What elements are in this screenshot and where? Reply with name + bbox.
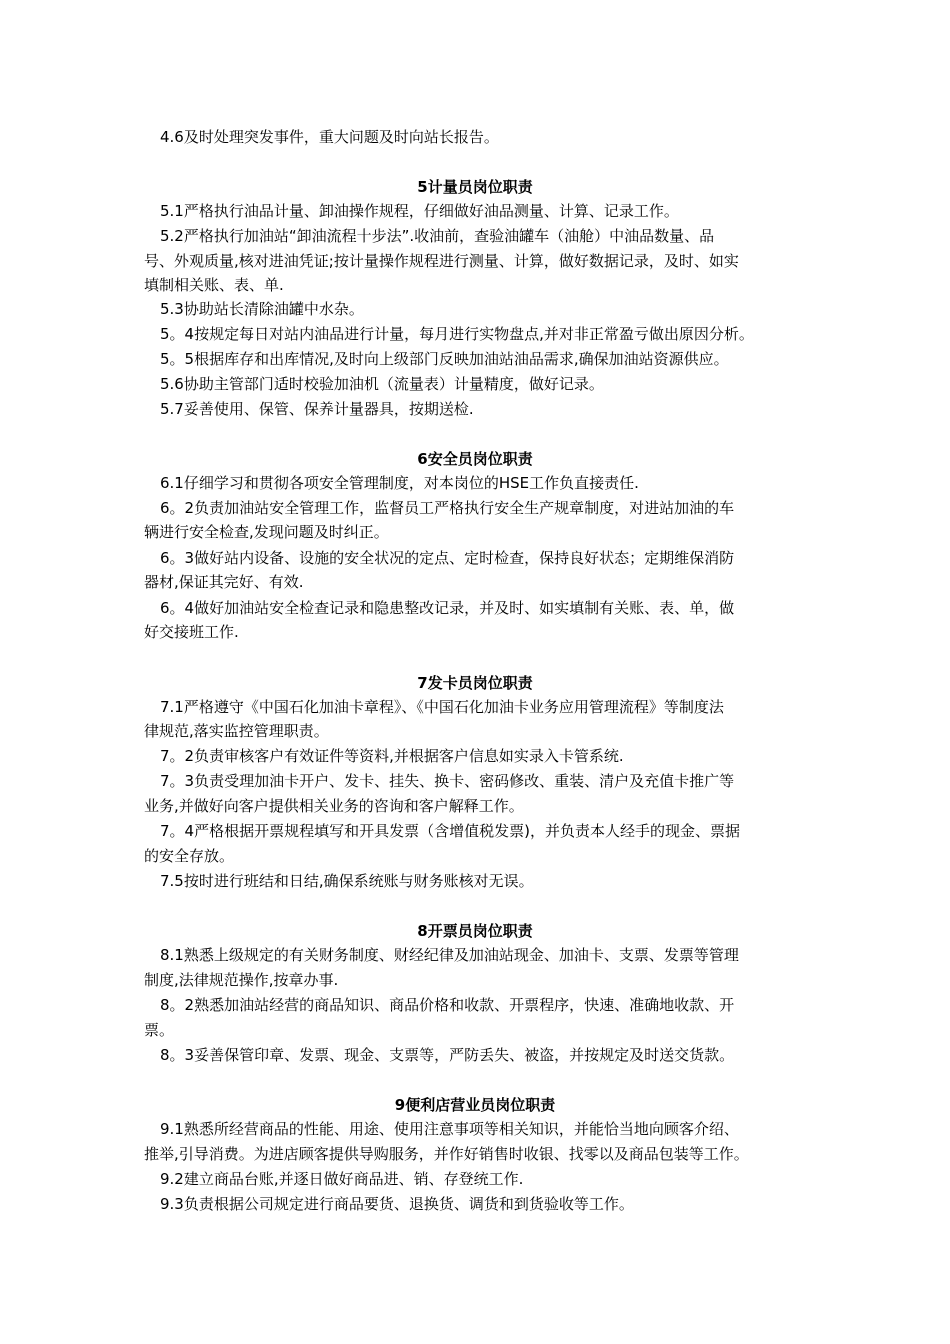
section-9-line: 9.1熟悉所经营商品的性能、用途、使用注意事项等相关知识，并能恰当地向顾客介绍、: [160, 1120, 739, 1138]
section-5-line: 5.2严格执行加油站“卸油流程十步法”.收油前，查验油罐车（油舱）中油品数量、品: [160, 227, 715, 245]
item-4-6: 4.6及时处理突发事件，重大问题及时向站长报告。: [160, 128, 499, 146]
section-5-line: 号、外观质量,核对进油凭证;按计量操作规程进行测量、计算，做好数据记录，及时、如实: [144, 252, 739, 270]
section-title-7: 7发卡员岗位职责: [417, 674, 533, 692]
section-7-line: 的安全存放。: [144, 847, 235, 865]
section-6-line: 好交接班工作.: [144, 623, 239, 641]
section-7-line: 7。2负责审核客户有效证件等资料,并根据客户信息如实录入卡管系统.: [160, 747, 624, 765]
section-6-line: 6。4做好加油站安全检查记录和隐患整改记录，并及时、如实填制有关账、表、单，做: [160, 599, 735, 617]
section-7-line: 7。3负责受理加油卡开户、发卡、挂失、换卡、密码修改、重装、清户及充值卡推广等: [160, 772, 735, 790]
section-title-6: 6安全员岗位职责: [417, 450, 533, 468]
section-7-line: 律规范,落实监控管理职责。: [144, 722, 329, 740]
section-7-line: 7.5按时进行班结和日结,确保系统账与财务账核对无误。: [160, 872, 534, 890]
section-5-line: 5。5根据库存和出库情况,及时向上级部门反映加油站油品需求,确保加油站资源供应。: [160, 350, 729, 368]
section-7-line: 业务,并做好向客户提供相关业务的咨询和客户解释工作。: [144, 797, 524, 815]
section-5-line: 5.3协助站长清除油罐中水杂。: [160, 300, 364, 318]
section-6-line: 器材,保证其完好、有效.: [144, 573, 304, 591]
section-6-line: 6。3做好站内设备、设施的安全状况的定点、定时检查，保持良好状态；定期维保消防: [160, 549, 735, 567]
section-6-line: 6.1仔细学习和贯彻各项安全管理制度，对本岗位的HSE工作负直接责任.: [160, 474, 639, 492]
section-8-line: 制度,法律规范操作,按章办事.: [144, 971, 339, 989]
section-5-line: 5.6协助主管部门适时校验加油机（流量表）计量精度，做好记录。: [160, 375, 604, 393]
section-6-line: 6。2负责加油站安全管理工作，监督员工严格执行安全生产规章制度，对进站加油的车: [160, 499, 735, 517]
section-9-line: 推举,引导消费。为进店顾客提供导购服务，并作好销售时收银、找零以及商品包装等工作。: [144, 1145, 749, 1163]
section-5-line: 填制相关账、表、单.: [144, 276, 284, 294]
section-5-line: 5.7妥善使用、保管、保养计量器具，按期送检.: [160, 400, 474, 418]
section-6-line: 辆进行安全检查,发现问题及时纠正。: [144, 523, 389, 541]
section-8-line: 票。: [144, 1021, 175, 1039]
section-title-5: 5计量员岗位职责: [417, 178, 533, 196]
section-7-line: 7.1严格遵守《中国石化加油卡章程》、《中国石化加油卡业务应用管理流程》等制度法: [160, 698, 724, 716]
section-8-line: 8。2熟悉加油站经营的商品知识、商品价格和收款、开票程序，快速、准确地收款、开: [160, 996, 735, 1014]
section-9-line: 9.3负责根据公司规定进行商品要货、退换货、调货和到货验收等工作。: [160, 1195, 634, 1213]
section-9-line: 9.2建立商品台账,并逐日做好商品进、销、存登统工作.: [160, 1170, 524, 1188]
section-7-line: 7。4严格根据开票规程填写和开具发票（含增值税发票)，并负责本人经手的现金、票据: [160, 822, 740, 840]
section-title-8: 8开票员岗位职责: [417, 922, 533, 940]
section-5-line: 5。4按规定每日对站内油品进行计量，每月进行实物盘点,并对非正常盈亏做出原因分析。: [160, 325, 754, 343]
section-8-line: 8.1熟悉上级规定的有关财务制度、财经纪律及加油站现金、加油卡、支票、发票等管理: [160, 946, 739, 964]
section-5-line: 5.1严格执行油品计量、卸油操作规程，仔细做好油品测量、计算、记录工作。: [160, 202, 679, 220]
section-8-line: 8。3妥善保管印章、发票、现金、支票等，严防丢失、被盗，并按规定及时送交货款。: [160, 1046, 735, 1064]
section-title-9: 9便利店营业员岗位职责: [394, 1096, 556, 1114]
